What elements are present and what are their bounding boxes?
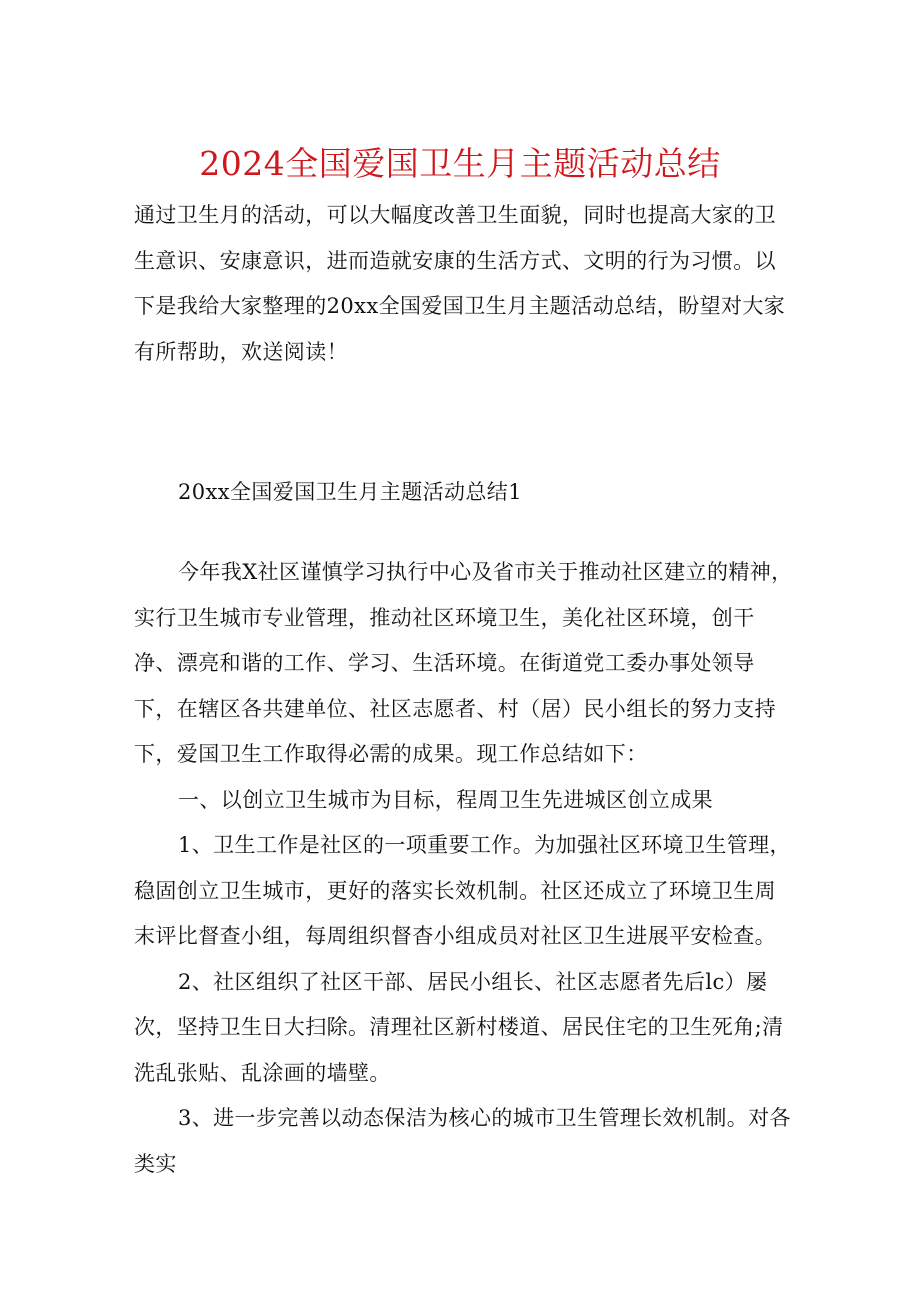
paragraph-1: 今年我X社区谨慎学习执行中心及省市关于推动社区建立的精神，实行卫生城市专业管理，推动社区环境卫生，美化社区环境，创干净、漂亮和谐的工作、学习、生活环境。在街道党工委办事处领导下，在辖区各共建单位、社区志愿者、村（居）民小组长的努力支持下，爱国卫生工作取得必需的成果。现工作总结如下： [134,560,793,766]
section-heading: 20xx全国爱国卫生月主题活动总结1 [178,480,522,504]
paragraph-4: 2、社区组织了社区干部、居民小组长、社区志愿者先后lc）屡次，坚持卫生日大扫除。清理社区新村楼道、居民住宅的卫生死角;清洗乱张贴、乱涂画的墙壁。 [134,969,784,1085]
document-title: 2024全国爱国卫生月主题活动总结 [199,144,721,183]
paragraph-2: 一、以创立卫生城市为目标，程周卫生先进城区创立成果 [178,787,713,812]
paragraph-5: 3、进一步完善以动态保洁为核心的城市卫生管理长效机制。对各类实 [134,1106,791,1176]
intro-paragraph: 通过卫生月的活动，可以大幅度改善卫生面貌，同时也提高大家的卫生意识、安康意识，进而造就安康的生活方式、文明的行为习惯。以下是我给大家整理的20xx全国爱国卫生月主题活动总结，盼望对大家有所帮助，欢送阅读！ [134,203,786,364]
paragraph-3: 1、卫生工作是社区的一项重要工作。为加强社区环境卫生管理，稳固创立卫生城市，更好的落实长效机制。社区还成立了环境卫生周末评比督查小组，每周组织督杳小组成员对社区卫生进展平安检查。 [134,833,791,948]
body-section [134,550,794,1187]
